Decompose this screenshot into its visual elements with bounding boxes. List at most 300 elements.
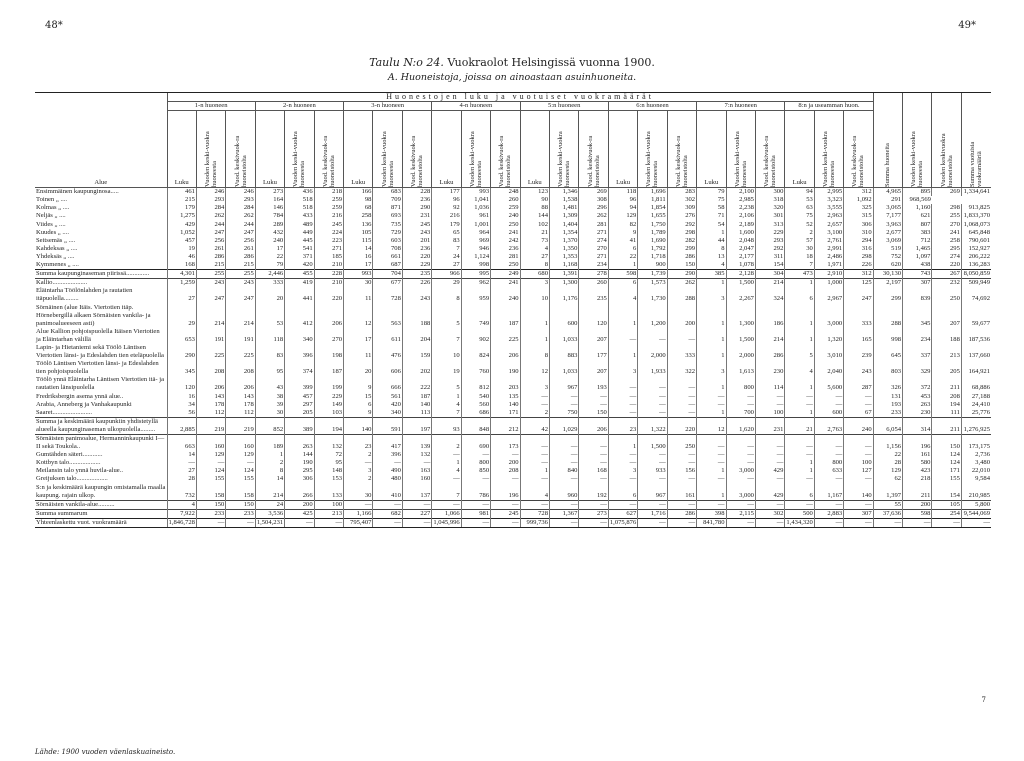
table-cell: — <box>755 518 784 527</box>
table-cell: 140 <box>344 417 373 434</box>
table-cell: 215 <box>167 196 196 204</box>
table-cell: 144 <box>520 212 549 220</box>
table-cell: 9 <box>608 229 637 237</box>
table-cell: 155 <box>226 475 255 483</box>
table-cell: 1,481 <box>549 204 578 212</box>
table-cell: 46 <box>167 253 196 261</box>
table-cell: 476 <box>373 344 402 360</box>
table-cell: 999,736 <box>520 518 549 527</box>
table-cell: 735 <box>373 221 402 229</box>
avg2-header: Vuod. keskivuok-ra huoneistolta <box>755 111 784 188</box>
table-cell: 2,197 <box>873 279 902 288</box>
table-cell: 1 <box>785 467 814 475</box>
table-cell: 333 <box>844 312 873 328</box>
table-cell: 790,601 <box>961 237 991 245</box>
table-cell: 5,800 <box>961 500 991 509</box>
table-cell: 92 <box>432 204 461 212</box>
table-cell: 1 <box>255 451 284 459</box>
table-cell: 1 <box>432 459 461 467</box>
table-cell: 88 <box>520 204 549 212</box>
table-cell: 6 <box>344 401 373 409</box>
avg2-header: Vuod. keskivuok-ra huoneistolta <box>314 111 343 188</box>
table-cell: 1,811 <box>638 196 667 204</box>
avg-total2-header: Vuoden keskivuokra huoneistolta <box>932 93 961 188</box>
table-cell: 4 <box>432 401 461 409</box>
table-cell: 429 <box>167 221 196 229</box>
table-cell: 4 <box>785 360 814 376</box>
table-cell: 164 <box>255 196 284 204</box>
table-cell: 243 <box>196 279 225 288</box>
table-cell: 215 <box>196 261 225 270</box>
table-cell: 136 <box>344 221 373 229</box>
table-cell: 425 <box>285 509 314 518</box>
table-cell: 194 <box>314 417 343 434</box>
table-cell: 1,613 <box>726 360 755 376</box>
table-cell: — <box>932 518 961 527</box>
table-cell: 1,739 <box>638 270 667 279</box>
table-cell: 247 <box>196 287 225 303</box>
room-header-4: 4-n huoneen <box>432 102 520 111</box>
table-cell: 519 <box>873 245 902 253</box>
table-row <box>35 435 991 452</box>
table-cell: 129 <box>196 451 225 459</box>
table-cell: — <box>579 401 608 409</box>
table-cell: 419 <box>285 279 314 288</box>
title-prefix: Taulu N:o 24. <box>369 56 444 69</box>
table-cell: — <box>844 475 873 483</box>
table-cell: 749 <box>461 312 490 328</box>
table-cell: 6,054 <box>873 417 902 434</box>
table-cell: 295 <box>932 245 961 253</box>
table-cell: 34 <box>167 401 196 409</box>
room-header-1: 1-n huoneen <box>167 102 255 111</box>
table-cell: — <box>608 409 637 418</box>
table-cell: 11 <box>344 344 373 360</box>
table-cell: 173 <box>491 435 520 452</box>
table-cell: 206,222 <box>961 253 991 261</box>
table-row <box>35 409 991 418</box>
table-cell <box>167 304 196 312</box>
table-cell: 211 <box>932 376 961 392</box>
table-cell: 37,636 <box>873 509 902 518</box>
table-cell: 292 <box>755 245 784 253</box>
table-cell: 933 <box>638 467 667 475</box>
row-label: Summa summarum <box>35 509 167 518</box>
table-cell: 436 <box>285 188 314 197</box>
table-cell: 329 <box>903 360 932 376</box>
table-cell: 1 <box>608 435 637 452</box>
table-cell: 247 <box>226 287 255 303</box>
table-cell: 2 <box>255 459 284 467</box>
table-cell: 155 <box>196 475 225 483</box>
table-cell: 310 <box>844 229 873 237</box>
table-cell: 27 <box>520 253 549 261</box>
table-cell: — <box>844 500 873 509</box>
table-cell: 297 <box>285 401 314 409</box>
table-cell: 633 <box>814 467 843 475</box>
table-cell: 600 <box>814 409 843 418</box>
table-cell: 218 <box>903 475 932 483</box>
table-cell: 800 <box>726 376 755 392</box>
table-cell: 680 <box>520 270 549 279</box>
table-cell: — <box>814 475 843 483</box>
table-cell: 627 <box>608 509 637 518</box>
table-cell: 211 <box>932 417 961 434</box>
table-cell: 2 <box>520 409 549 418</box>
table-cell: 784 <box>255 212 284 220</box>
table-cell: 620 <box>873 261 902 270</box>
table-cell: 1,391 <box>549 270 578 279</box>
table-cell: — <box>638 401 667 409</box>
table-cell: 206 <box>226 376 255 392</box>
table-cell: 2,910 <box>814 270 843 279</box>
table-subtitle: A. Huoneistoja, joissa on ainoastaan asuinhuoneita. <box>387 72 637 83</box>
table-cell: 1,789 <box>638 229 667 237</box>
table-cell: 345 <box>167 360 196 376</box>
table-cell: 255 <box>196 270 225 279</box>
table-cell: 1,124 <box>461 253 490 261</box>
table-cell: 216 <box>314 212 343 220</box>
table-cell: 220 <box>402 253 431 261</box>
row-label: Töölö ynnä Eläintarha Läntisen Viertotien itä- ja rautatien länsipuolella <box>36 376 165 392</box>
table-cell: 125 <box>844 279 873 288</box>
table-cell: 258 <box>344 212 373 220</box>
table-cell: 96 <box>608 196 637 204</box>
table-cell: 143 <box>196 393 225 401</box>
table-cell: 274 <box>932 253 961 261</box>
row-label: Eläintarha Töölönlahden ja rautatien itäpuolella......... <box>36 287 133 303</box>
table-cell: 129 <box>608 212 637 220</box>
table-cell: 207 <box>579 360 608 376</box>
table-cell: 449 <box>285 229 314 237</box>
table-cell: 286 <box>196 253 225 261</box>
table-cell: 848 <box>461 417 490 434</box>
table-cell: — <box>814 401 843 409</box>
table-cell: 72 <box>314 451 343 459</box>
table-row <box>35 467 991 475</box>
table-cell: — <box>344 500 373 509</box>
table-cell: 298 <box>844 253 873 261</box>
table-cell: 603 <box>373 237 402 245</box>
table-cell: 1 <box>697 467 726 475</box>
table-cell: 3,536 <box>255 509 284 518</box>
table-cell: 214 <box>755 279 784 288</box>
table-cell <box>402 304 431 312</box>
table-cell: 7,177 <box>873 212 902 220</box>
table-cell: 43 <box>255 376 284 392</box>
table-cell: — <box>196 459 225 467</box>
table-cell: 39 <box>255 401 284 409</box>
table-cell: 3 <box>520 376 549 392</box>
table-cell: 1,068,073 <box>961 221 991 229</box>
count-header: Luku <box>785 111 814 188</box>
table-row <box>35 229 991 237</box>
table-cell: 123 <box>520 188 549 197</box>
table-cell: 52 <box>785 221 814 229</box>
table-cell: 429 <box>755 467 784 475</box>
table-cell: 150 <box>667 261 696 270</box>
table-cell: 102 <box>520 221 549 229</box>
count-header: Luku <box>608 111 637 188</box>
table-cell: 299 <box>667 245 696 253</box>
table-cell: — <box>373 459 402 467</box>
table-cell: 290 <box>167 344 196 360</box>
table-cell: 4 <box>520 245 549 253</box>
table-cell: 245 <box>491 509 520 518</box>
table-cell: 1,320 <box>814 328 843 344</box>
table-cell: 1 <box>697 409 726 418</box>
table-cell: 244 <box>196 221 225 229</box>
row-label: Yhdeksäs „ .... <box>36 252 75 260</box>
table-cell: 144 <box>285 451 314 459</box>
table-cell: 5,600 <box>814 376 843 392</box>
table-cell: 286 <box>667 253 696 261</box>
table-cell: 598 <box>903 509 932 518</box>
table-cell: 900 <box>638 261 667 270</box>
table-cell: 20 <box>344 360 373 376</box>
table-cell: 824 <box>461 344 490 360</box>
table-cell: 645 <box>873 344 902 360</box>
row-label: Kolmas „ .... <box>36 204 70 212</box>
table-cell: 420 <box>285 261 314 270</box>
table-cell: 187 <box>402 393 431 401</box>
table-cell: 1 <box>520 328 549 344</box>
table-cell: 1,334,641 <box>961 188 991 197</box>
table-cell: 206 <box>314 312 343 328</box>
table-cell: 1,097 <box>903 253 932 261</box>
rent-table-container <box>35 92 991 528</box>
table-cell: — <box>520 451 549 459</box>
table-cell: — <box>667 500 696 509</box>
rent-table <box>35 92 991 528</box>
table-cell: 1 <box>785 312 814 328</box>
table-cell: 9,584 <box>961 475 991 483</box>
table-cell: 160 <box>402 475 431 483</box>
table-cell: 480 <box>373 475 402 483</box>
table-cell: 4 <box>697 261 726 270</box>
table-cell: 7,922 <box>167 509 196 518</box>
table-cell: 53 <box>785 196 814 204</box>
table-cell: 250 <box>667 435 696 452</box>
table-cell: 225 <box>226 344 255 360</box>
table-cell <box>314 304 343 312</box>
table-cell: 1,854 <box>638 204 667 212</box>
table-cell: 74,692 <box>961 287 991 303</box>
table-cell: — <box>785 393 814 401</box>
table-cell <box>520 304 549 312</box>
table-cell: 300 <box>755 188 784 197</box>
table-cell: — <box>226 518 255 527</box>
table-cell: — <box>520 435 549 452</box>
count-header: Luku <box>697 111 726 188</box>
table-cell: 457 <box>167 237 196 245</box>
table-cell: 1,465 <box>903 245 932 253</box>
room-header-2: 2-n huoneen <box>255 102 343 111</box>
table-cell: 325 <box>844 204 873 212</box>
row-label: Neljäs „ .... <box>36 212 66 220</box>
table-cell: 27 <box>432 261 461 270</box>
table-cell: 133 <box>314 484 343 501</box>
table-cell: 282 <box>667 237 696 245</box>
table-cell: 190 <box>285 459 314 467</box>
table-cell: — <box>638 500 667 509</box>
table-cell: 235 <box>579 287 608 303</box>
row-label: Sörnäisten vankila-alue.......... <box>35 500 167 509</box>
table-cell: 3 <box>344 467 373 475</box>
table-cell: 315 <box>844 212 873 220</box>
table-cell: 309 <box>667 204 696 212</box>
row-label: Seitsemäs „ .... <box>36 236 76 244</box>
table-cell: — <box>755 435 784 452</box>
table-cell: — <box>726 435 755 452</box>
table-cell: 55 <box>873 500 902 509</box>
table-cell: 79 <box>255 261 284 270</box>
table-cell: 1,275 <box>167 212 196 220</box>
table-cell: 118 <box>608 188 637 197</box>
table-cell: 20 <box>255 287 284 303</box>
table-cell: 293 <box>226 196 255 204</box>
table-cell: — <box>549 518 578 527</box>
table-cell: 23 <box>608 417 637 434</box>
table-cell: 207 <box>932 312 961 328</box>
table-cell: 213 <box>932 344 961 360</box>
table-cell: — <box>726 459 755 467</box>
table-cell: 1,716 <box>638 509 667 518</box>
table-cell: 132 <box>314 435 343 452</box>
table-cell: — <box>402 518 431 527</box>
table-cell: 38 <box>255 393 284 401</box>
table-cell: 1,075,876 <box>609 518 637 526</box>
table-cell: 200 <box>667 312 696 328</box>
row-label: Hörnebergillä alkaen Sörnäisten vankila- ja panimoalueeseen asti) <box>36 311 151 327</box>
table-cell: 22 <box>255 253 284 261</box>
table-cell: 871 <box>373 204 402 212</box>
table-cell: 398 <box>697 509 726 518</box>
table-cell: 208 <box>491 467 520 475</box>
table-cell: 96 <box>432 196 461 204</box>
table-cell: 8 <box>520 261 549 270</box>
table-cell: 429 <box>755 484 784 501</box>
table-cell: 135 <box>491 393 520 401</box>
table-cell: 1,367 <box>549 509 578 518</box>
table-cell: — <box>697 500 726 509</box>
table-cell: 1,730 <box>638 287 667 303</box>
table-cell: 246 <box>226 188 255 197</box>
table-cell: 1,504,231 <box>256 518 284 526</box>
table-cell <box>344 304 373 312</box>
group-header: Huonestojen luku ja vuotuiset vuokramäärät <box>167 93 873 102</box>
table-cell: 29 <box>167 312 196 328</box>
table-cell: 324 <box>755 287 784 303</box>
table-cell: 2,883 <box>814 509 843 518</box>
table-cell: 247 <box>196 229 225 237</box>
table-cell: 307 <box>903 279 932 288</box>
table-row <box>35 188 991 197</box>
table-cell: — <box>844 518 873 527</box>
table-cell: 968,569 <box>903 196 932 204</box>
table-cell: 27,188 <box>961 393 991 401</box>
table-cell: 214 <box>755 328 784 344</box>
table-cell: 1 <box>697 229 726 237</box>
table-cell: 12 <box>520 360 549 376</box>
table-cell: — <box>755 401 784 409</box>
table-cell: 293 <box>755 237 784 245</box>
table-cell: — <box>579 451 608 459</box>
table-cell: 225 <box>196 344 225 360</box>
table-row <box>35 417 991 434</box>
table-cell: 243 <box>844 360 873 376</box>
avg2-header: Vuod. keskivuok-ra huoneistolta <box>667 111 696 188</box>
table-cell: 301 <box>755 212 784 220</box>
table-cell: 6 <box>785 484 814 501</box>
avg-total-header: Vuoden keski-vuokra huoneesta <box>903 93 932 188</box>
table-cell: 210,985 <box>961 484 991 501</box>
table-cell <box>932 304 961 312</box>
table-cell: 129 <box>873 467 902 475</box>
table-cell: 1,350 <box>549 245 578 253</box>
table-cell: — <box>402 459 431 467</box>
table-cell: 8 <box>697 245 726 253</box>
avg2-header: Vuod. keskivuok-ra huoneistolta <box>226 111 255 188</box>
table-cell <box>667 304 696 312</box>
table-cell: 250 <box>932 287 961 303</box>
table-cell: 269 <box>579 188 608 197</box>
table-cell: 95 <box>314 459 343 467</box>
table-cell: 178 <box>226 401 255 409</box>
table-cell: — <box>608 393 637 401</box>
table-cell: 286 <box>667 509 696 518</box>
table-cell: 288 <box>667 287 696 303</box>
table-cell: 2,985 <box>726 196 755 204</box>
table-cell: — <box>638 393 667 401</box>
table-cell: 57 <box>785 237 814 245</box>
table-cell: — <box>638 409 667 418</box>
row-label: Toinen „ .... <box>36 196 68 204</box>
table-cell: 30 <box>255 409 284 418</box>
row-label: Greijuksen talo................... <box>36 475 108 483</box>
table-cell: 4 <box>432 467 461 475</box>
table-cell: 18 <box>785 253 814 261</box>
table-cell: — <box>638 451 667 459</box>
table-cell: — <box>491 451 520 459</box>
table-row <box>35 221 991 229</box>
table-cell: 100 <box>755 409 784 418</box>
table-cell: 8,050,859 <box>961 270 991 279</box>
table-cell: 191 <box>196 328 225 344</box>
table-cell: 385 <box>697 270 726 279</box>
table-cell: 150 <box>579 409 608 418</box>
room-header-6: 6:n huoneen <box>608 102 696 111</box>
table-cell: 160 <box>226 435 255 452</box>
table-cell: 120 <box>579 312 608 328</box>
table-cell: — <box>697 451 726 459</box>
table-cell: 11 <box>344 287 373 303</box>
table-cell: 473 <box>785 270 814 279</box>
room-header-3: 3-n huoneen <box>344 102 432 111</box>
table-cell: — <box>697 459 726 467</box>
table-cell: 3 <box>697 360 726 376</box>
table-cell: 12 <box>344 312 373 328</box>
table-cell: 287 <box>844 376 873 392</box>
table-cell: 21 <box>785 417 814 434</box>
count-header: Luku <box>167 111 196 188</box>
table-cell: 114 <box>755 376 784 392</box>
table-cell: 2,177 <box>726 253 755 261</box>
table-cell: 267 <box>932 270 961 279</box>
table-cell: — <box>461 475 490 483</box>
table-cell: 242 <box>491 237 520 245</box>
table-cell: 262 <box>667 279 696 288</box>
